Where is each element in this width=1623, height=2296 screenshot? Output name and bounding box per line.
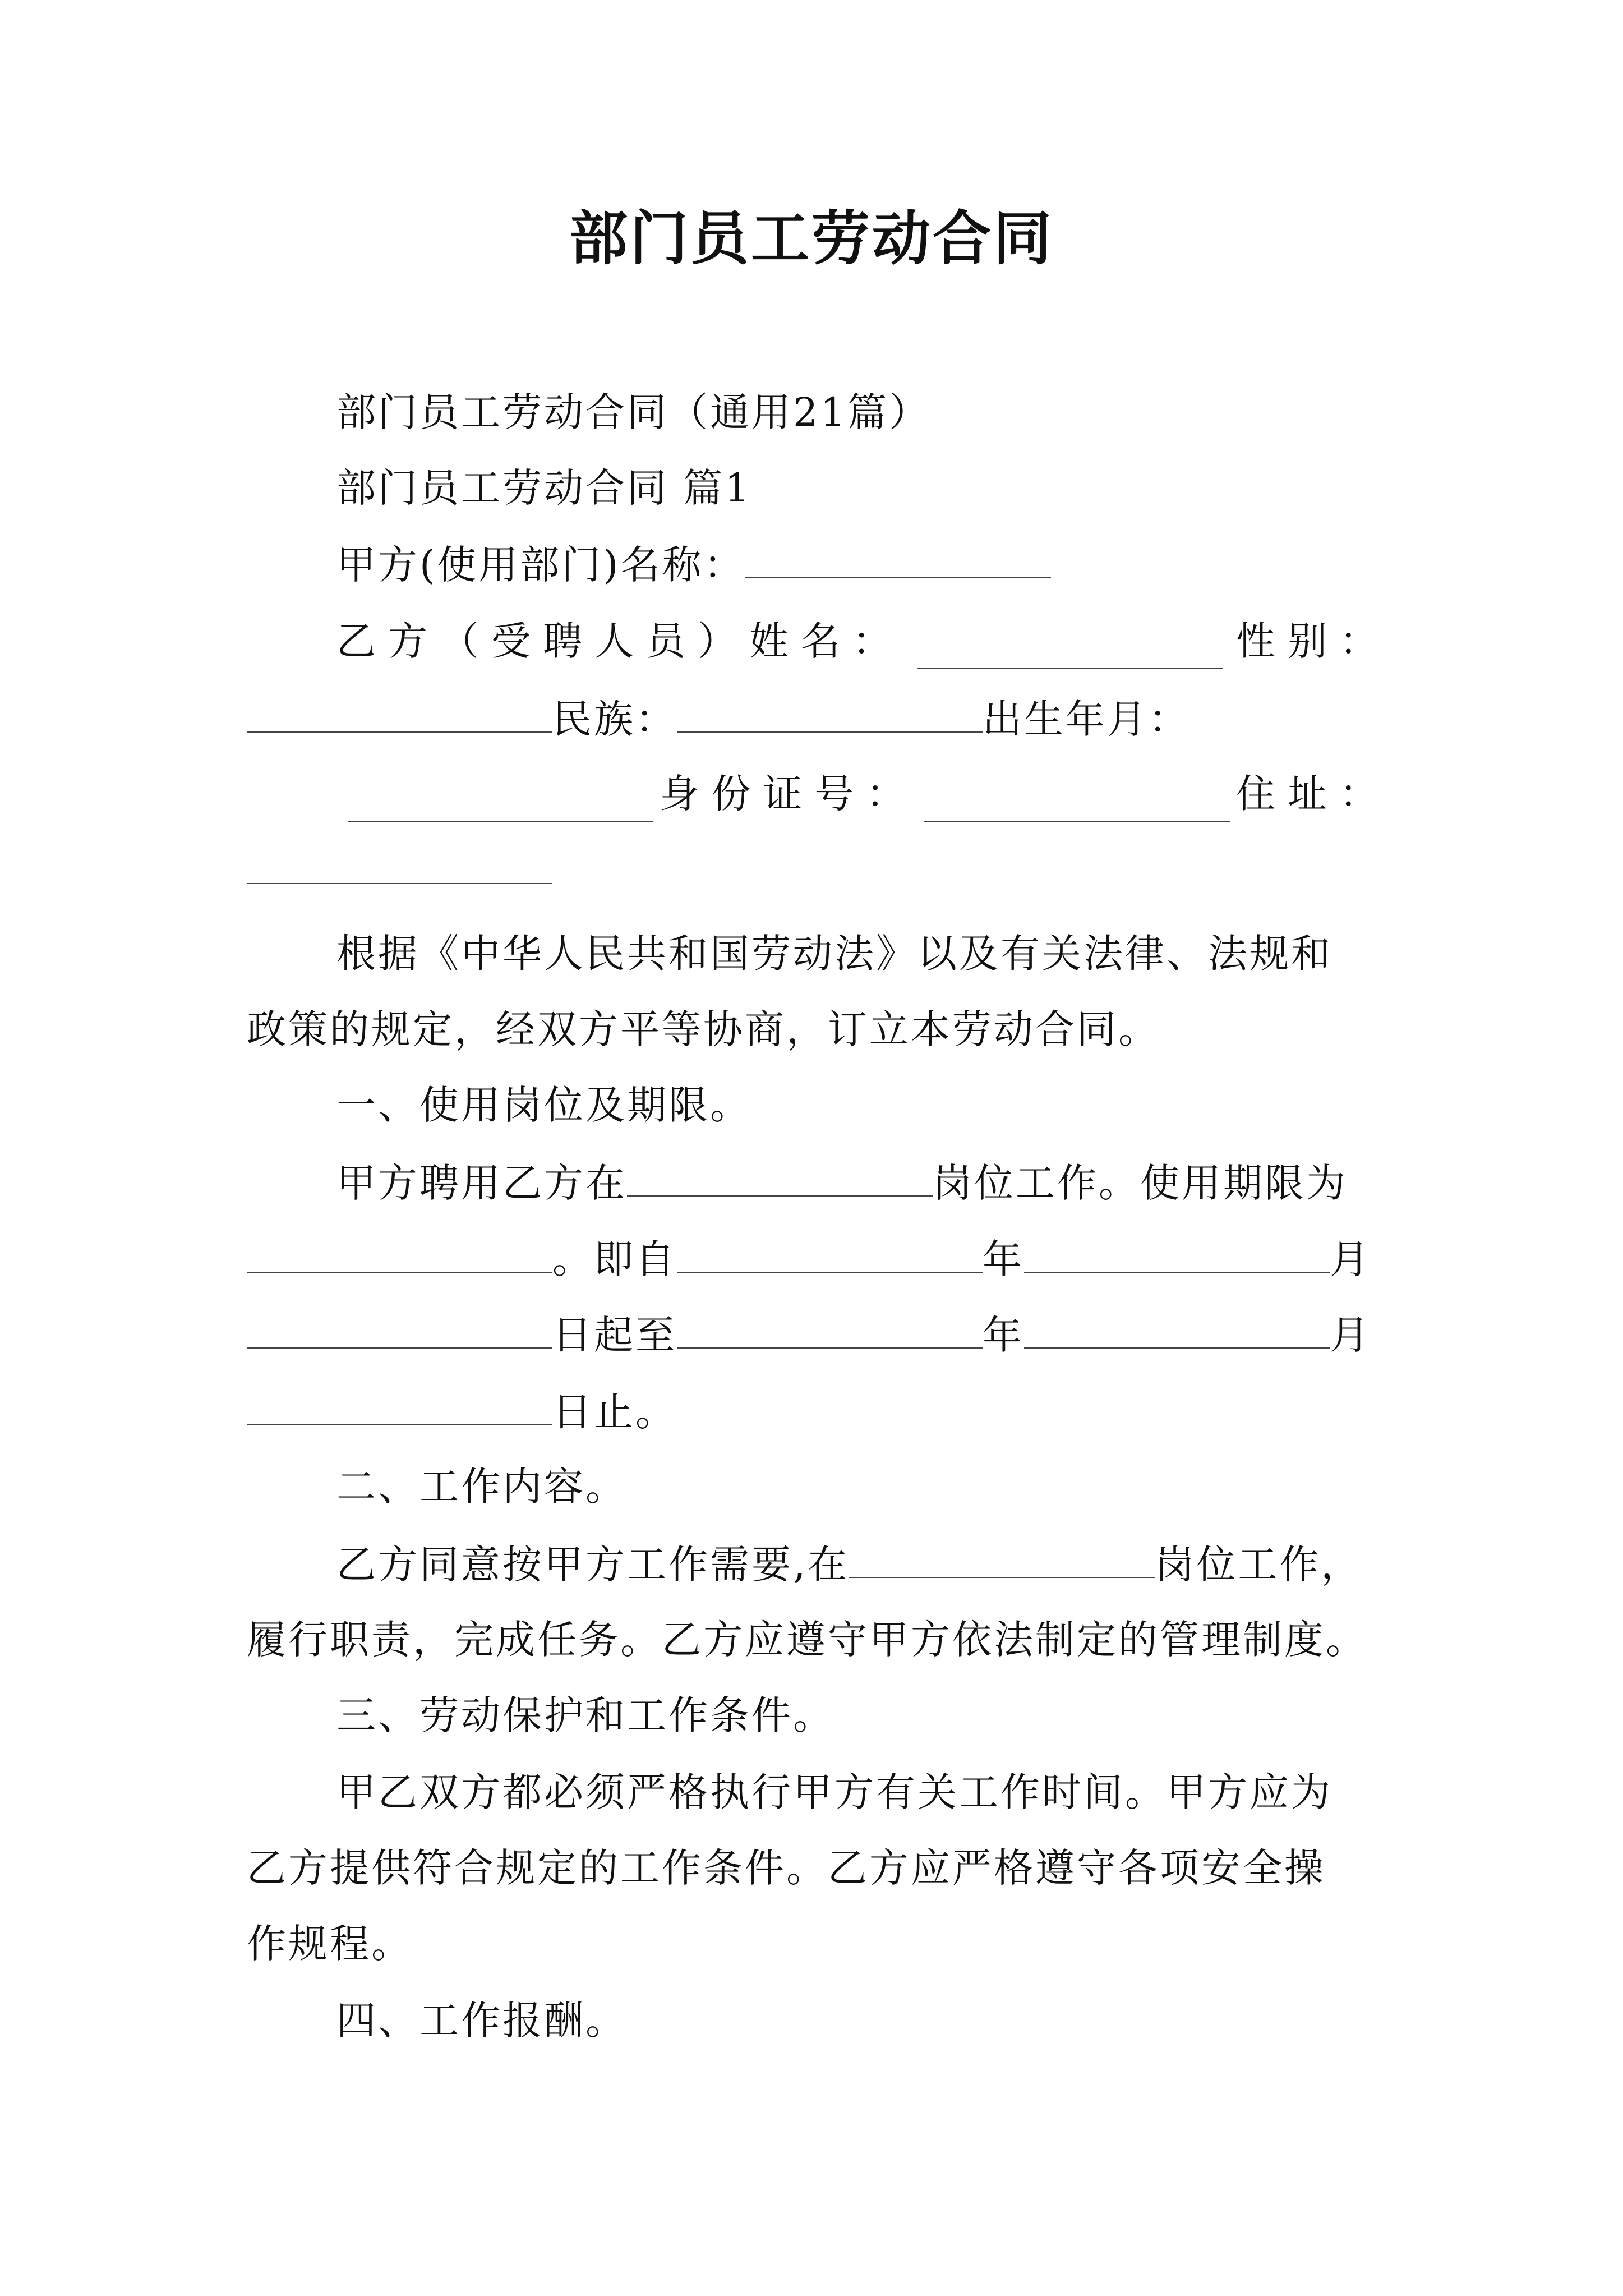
birth-blank[interactable] bbox=[348, 779, 653, 822]
clause-3-text-2: 乙方提供符合规定的工作条件。乙方应严格遵守各项安全操 bbox=[247, 1845, 1326, 1891]
clause-1-line-2 bbox=[247, 1230, 1391, 1286]
clause-3-heading-line bbox=[247, 1687, 1481, 1743]
party-b-name-blank[interactable] bbox=[917, 627, 1223, 669]
clause-2-line-2 bbox=[247, 1612, 1391, 1668]
clause-1-text-a: 甲方聘用乙方在 bbox=[336, 1160, 627, 1206]
intro-text-2: 政策的规定，经双方平等协商，订立本劳动合同。 bbox=[247, 1006, 1160, 1052]
clause-3-heading: 三、劳动保护和工作条件。 bbox=[336, 1692, 834, 1738]
party-a-line bbox=[247, 536, 1481, 592]
subtitle-line bbox=[247, 384, 1481, 440]
month-label: 月 bbox=[1330, 1312, 1371, 1358]
end-month-blank[interactable] bbox=[1024, 1306, 1330, 1349]
intro-text-1: 根据《中华人民共和国劳动法》以及有关法律、法规和 bbox=[336, 931, 1332, 977]
intro-line-2 bbox=[247, 1001, 1391, 1057]
clause-1-text-e: 日止。 bbox=[552, 1389, 677, 1435]
clause-4-heading: 四、工作报酬。 bbox=[336, 1998, 627, 2044]
month-label: 月 bbox=[1330, 1236, 1371, 1282]
clause-2-text-b: 岗位工作， bbox=[1155, 1542, 1363, 1588]
id-line bbox=[348, 766, 1391, 822]
address-blank[interactable] bbox=[247, 841, 552, 884]
clause-1-heading: 一、使用岗位及期限。 bbox=[336, 1082, 751, 1128]
party-a-label: 甲方(使用部门)名称： bbox=[336, 542, 745, 588]
ethnicity-label: 民族： bbox=[552, 696, 677, 742]
start-month-blank[interactable] bbox=[1024, 1230, 1330, 1273]
intro-line-1 bbox=[247, 926, 1481, 982]
clause-2-text-line2: 履行职责，完成任务。乙方应遵守甲方依法制定的管理制度。 bbox=[247, 1617, 1367, 1663]
position-blank[interactable] bbox=[627, 1154, 933, 1197]
start-year-blank[interactable] bbox=[677, 1230, 983, 1273]
start-day-blank[interactable] bbox=[247, 1306, 552, 1349]
gender-blank[interactable] bbox=[247, 690, 552, 733]
clause-3-text-1: 甲乙双方都必须严格执行甲方有关工作时间。甲方应为 bbox=[336, 1769, 1332, 1815]
section-heading: 部门员工劳动合同 篇1 bbox=[336, 465, 752, 511]
year-label: 年 bbox=[983, 1312, 1024, 1358]
clause-3-line-1 bbox=[247, 1764, 1481, 1820]
party-b-line bbox=[336, 613, 1391, 669]
clause-3-line-2 bbox=[247, 1840, 1391, 1896]
clause-2-text-a: 乙方同意按甲方工作需要,在 bbox=[336, 1542, 850, 1588]
clause-2-heading-line bbox=[247, 1458, 1481, 1515]
clause-1-text-c: 。即自 bbox=[552, 1236, 677, 1282]
clause-1-line-3 bbox=[247, 1306, 1391, 1362]
clause-3-line-3 bbox=[247, 1916, 1391, 1972]
clause-2-heading: 二、工作内容。 bbox=[336, 1464, 627, 1510]
subtitle: 部门员工劳动合同（通用21篇） bbox=[336, 389, 931, 435]
clause-1-heading-line bbox=[247, 1077, 1481, 1133]
section-heading-line bbox=[247, 460, 1481, 516]
ethnicity-blank[interactable] bbox=[677, 690, 983, 733]
clause-3-text-3: 作规程。 bbox=[247, 1921, 413, 1967]
work-position-blank[interactable] bbox=[849, 1535, 1155, 1578]
clause-1-line-1 bbox=[247, 1154, 1481, 1210]
address-blank-line bbox=[247, 841, 1391, 898]
address-label: 住址： bbox=[1235, 771, 1391, 817]
end-year-blank[interactable] bbox=[677, 1306, 983, 1349]
clause-2-line-1 bbox=[247, 1535, 1481, 1591]
birth-label: 出生年月： bbox=[983, 696, 1190, 742]
id-blank[interactable] bbox=[924, 779, 1230, 822]
clause-4-heading-line bbox=[247, 1993, 1481, 2049]
year-label: 年 bbox=[983, 1236, 1024, 1282]
party-b-name-label: 乙方（受聘人员）姓名： bbox=[336, 618, 904, 664]
party-a-name-blank[interactable] bbox=[745, 536, 1051, 578]
clause-1-text-b: 岗位工作。使用期限为 bbox=[933, 1160, 1348, 1206]
clause-1-line-4 bbox=[247, 1383, 1391, 1439]
id-label: 身份证号： bbox=[660, 771, 918, 817]
gender-label: 性别： bbox=[1236, 618, 1391, 664]
document-title: 部门员工劳动合同 bbox=[569, 204, 1054, 273]
term-blank[interactable] bbox=[247, 1230, 552, 1273]
ethnicity-line bbox=[247, 690, 1391, 746]
clause-1-text-d: 日起至 bbox=[552, 1312, 677, 1358]
end-day-blank[interactable] bbox=[247, 1383, 552, 1425]
